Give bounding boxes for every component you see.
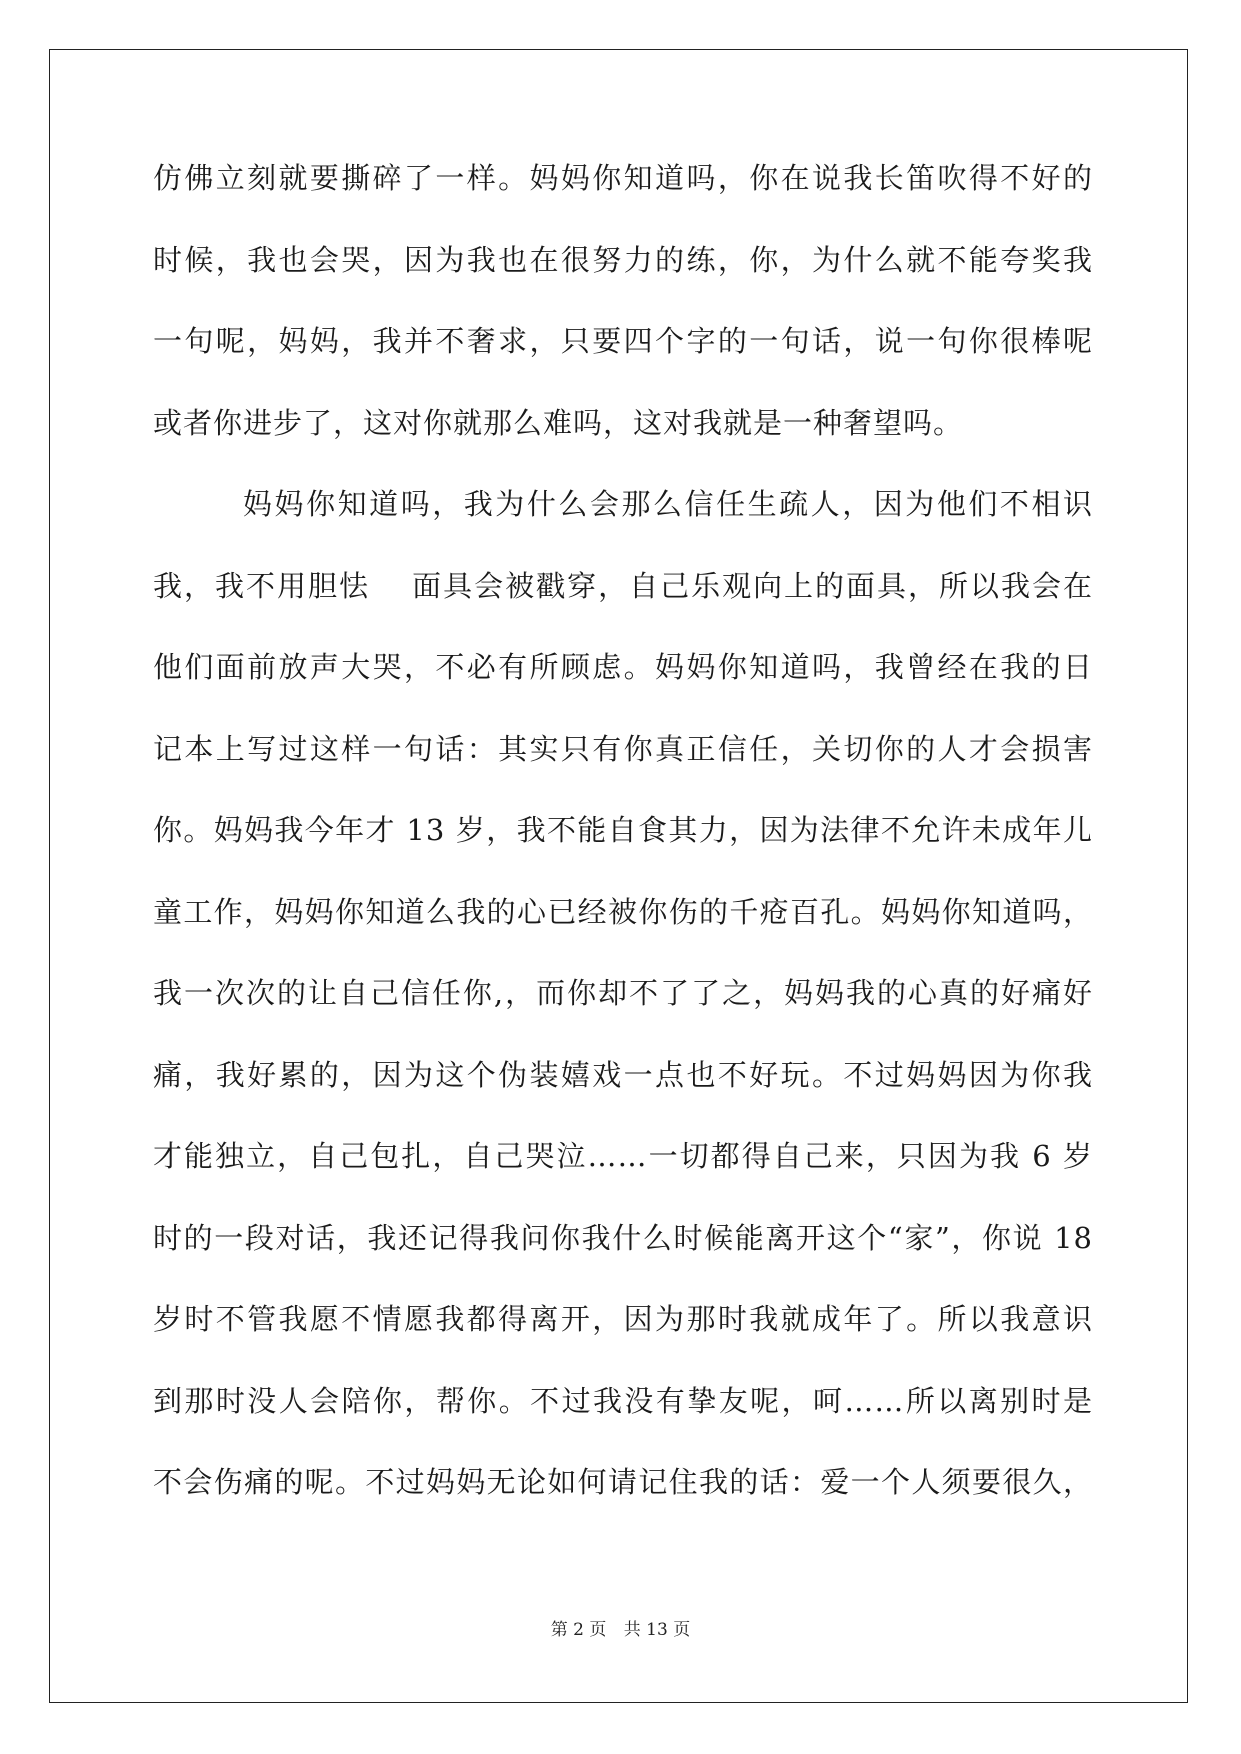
text-line: 童工作，妈妈你知道么我的心已经被你伤的千疮百孔。妈妈你知道吗， — [153, 894, 1093, 929]
text-line: 记本上写过这样一句话：其实只有你真正信任，关切你的人才会损害 — [153, 731, 1093, 766]
text-line: 仿佛立刻就要撕碎了一样。妈妈你知道吗，你在说我长笛吹得不好的 — [153, 161, 1093, 195]
text-line: 时候，我也会哭，因为我也在很努力的练，你，为什么就不能夸奖我 — [153, 242, 1093, 277]
page-number — [0, 1615, 1241, 1640]
text-line: 你。妈妈我今年才 13 岁，我不能自食其力，因为法律不允许未成年儿 — [153, 813, 1093, 847]
text-line: 我，我不用胆怯 面具会被戳穿，自己乐观向上的面具，所以我会在 — [153, 568, 1093, 603]
text-line: 才能独立，自己包扎，自己哭泣……一切都得自己来，只因为我 6 岁 — [153, 1139, 1093, 1173]
text-line: 或者你进步了，这对你就那么难吗，这对我就是一种奢望吗。 — [153, 405, 964, 440]
text-line: 时的一段对话，我还记得我问你我什么时候能离开这个“家”，你说 18 — [153, 1220, 1093, 1255]
current-page-label: 第 2 页 — [550, 1620, 607, 1640]
text-line: 一句呢，妈妈，我并不奢求，只要四个字的一句话，说一句你很棒呢 — [153, 324, 1093, 358]
text-line: 岁时不管我愿不情愿我都得离开，因为那时我就成年了。所以我意识 — [153, 1302, 1093, 1336]
text-line: 我一次次的让自己信任你,，而你却不了了之，妈妈我的心真的好痛好 — [153, 976, 1093, 1010]
body-text — [153, 163, 1093, 1549]
text-line: 痛，我好累的，因为这个伪装嬉戏一点也不好玩。不过妈妈因为你我 — [153, 1057, 1093, 1092]
text-line: 不会伤痛的呢。不过妈妈无论如何请记住我的话：爱一个人须要很久， — [153, 1465, 1093, 1499]
total-pages-label: 共 13 页 — [623, 1620, 691, 1640]
text-line: 到那时没人会陪你，帮你。不过我没有挚友呢，呵……所以离别时是 — [153, 1383, 1093, 1418]
text-line: 妈妈你知道吗，我为什么会那么信任生疏人，因为他们不相识 — [243, 487, 1093, 521]
text-line: 他们面前放声大哭，不必有所顾虑。妈妈你知道吗，我曾经在我的日 — [153, 650, 1093, 684]
